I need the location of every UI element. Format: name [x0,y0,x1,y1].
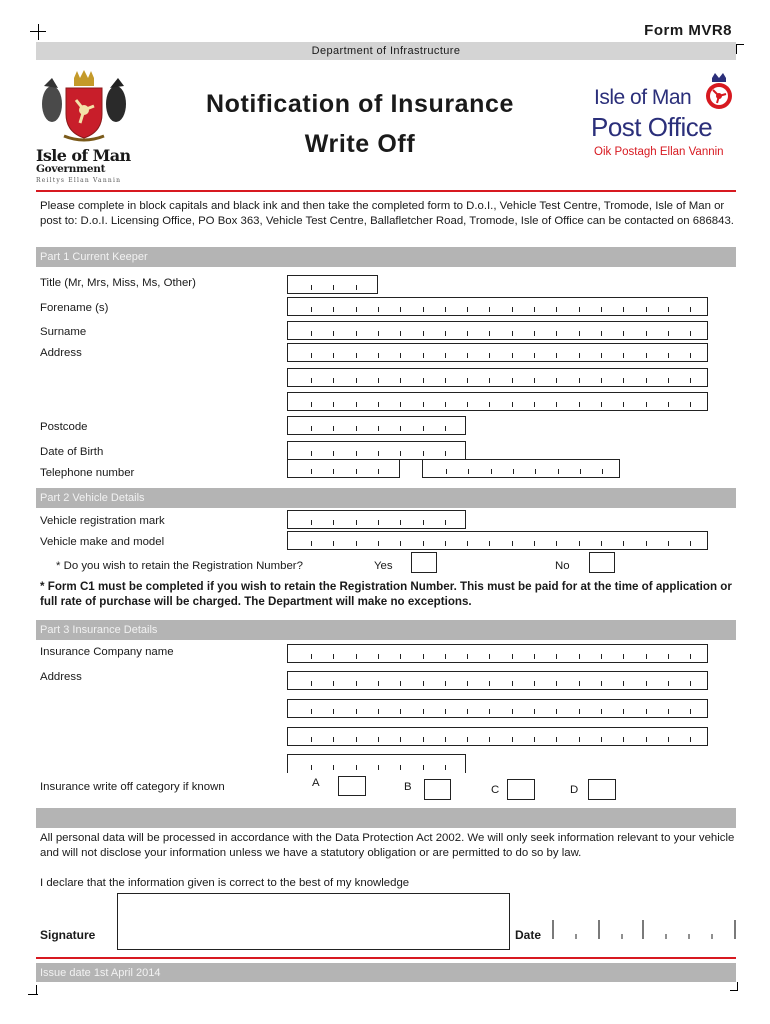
cell-tick [489,681,490,686]
cell-tick [646,307,647,312]
iom-govt-logo-name: Isle of Man [36,146,131,165]
cell-tick [601,353,602,358]
cell-tick [556,402,557,407]
cell-tick [579,331,580,336]
cell-tick [378,654,379,659]
cell-tick [356,378,357,383]
cell-tick [489,709,490,714]
cell-tick [356,353,357,358]
cell-tick [423,541,424,546]
cell-tick [378,520,379,525]
cell-tick [556,737,557,742]
cell-tick [311,541,312,546]
cell-tick [579,737,580,742]
cell-tick [378,765,379,770]
cell-tick [333,541,334,546]
cell-tick [400,681,401,686]
cell-tick [311,469,312,474]
cell-tick [556,709,557,714]
cell-tick [445,654,446,659]
reg-label: Vehicle registration mark [40,515,165,527]
category-c-label: C [491,784,500,796]
cell-tick [445,765,446,770]
post-office-logo-line1: Isle of Man [594,86,692,109]
cell-tick [378,681,379,686]
cell-tick [311,426,312,431]
cell-tick [623,541,624,546]
cell-tick [646,378,647,383]
cell-tick [311,737,312,742]
cell-tick [400,426,401,431]
cell-tick [445,737,446,742]
cell-tick [601,709,602,714]
cell-tick [333,402,334,407]
cell-tick [489,353,490,358]
cell-tick [556,654,557,659]
category-d-label: D [570,784,579,796]
intro-text: Please complete in block capitals and black ink and then take the completed form to D.o.I., Vehicle Test Centre, Tromode, Isle of Man or post to: D.o.I. Licensing Office, PO Box 363, Vehicle Test Centre, Ballafletcher Road, Tromode, Isle of Office can be contacted on 686843. [40,200,734,227]
cell-tick [512,402,513,407]
cell-tick [668,353,669,358]
cell-tick [601,331,602,336]
cell-tick [668,402,669,407]
cell-tick [400,520,401,525]
cell-tick [623,681,624,686]
cell-tick [579,709,580,714]
cell-tick [311,353,312,358]
cell-tick [333,654,334,659]
cell-tick [445,681,446,686]
cell-tick [423,402,424,407]
cell-tick [400,765,401,770]
postcode-field[interactable] [287,416,466,435]
crop-mark [36,985,37,995]
address-line-3-field[interactable] [287,392,708,411]
cell-tick [356,541,357,546]
cell-tick [333,520,334,525]
cell-tick [445,451,446,456]
cell-tick [311,765,312,770]
date-label: Date [515,928,542,942]
cell-tick [623,378,624,383]
cell-tick [556,681,557,686]
cell-tick [378,378,379,383]
cell-tick [423,765,424,770]
cell-tick [668,681,669,686]
cell-tick [512,541,513,546]
cell-tick [333,737,334,742]
category-a-checkbox[interactable] [338,776,366,796]
cell-tick [668,541,669,546]
part1-heading: Part 1 Current Keeper [36,247,736,267]
cell-tick [311,402,312,407]
cell-tick [333,378,334,383]
title-line-1: Notification of Insurance [205,90,515,118]
cell-tick [311,307,312,312]
cell-tick [668,331,669,336]
retain-no-checkbox[interactable] [589,552,615,573]
retain-question: * Do you wish to retain the Registration Number? [56,560,303,572]
cell-tick [534,737,535,742]
cell-tick [356,654,357,659]
iom-govt-logo-tagline: Reiltys Ellan Vannin [36,177,122,184]
cell-tick [333,709,334,714]
cell-tick [601,541,602,546]
cell-tick [623,709,624,714]
cell-tick [467,709,468,714]
cell-tick [534,353,535,358]
cell-tick [512,307,513,312]
cell-tick [690,654,691,659]
cell-tick [468,469,469,474]
cell-tick [445,307,446,312]
cell-tick [601,737,602,742]
cell-tick [311,709,312,714]
title-field[interactable] [287,275,378,294]
make-label: Vehicle make and model [40,536,165,548]
cell-tick [556,307,557,312]
cell-tick [512,709,513,714]
cell-tick [623,654,624,659]
cell-tick [378,307,379,312]
cell-tick [356,331,357,336]
cell-tick [378,709,379,714]
declaration-text: I declare that the information given is correct to the best of my knowledge [40,877,410,889]
cell-tick [690,402,691,407]
cell-tick [601,402,602,407]
signature-label: Signature [40,928,96,942]
cell-tick [378,737,379,742]
cell-tick [400,402,401,407]
footer-issue-date: Issue date 1st April 2014 [36,963,736,982]
cell-tick [646,681,647,686]
cell-tick [445,353,446,358]
crop-mark [736,44,737,54]
category-d-checkbox[interactable] [588,779,616,800]
cell-tick [534,541,535,546]
cell-tick [646,541,647,546]
cell-tick [378,426,379,431]
cell-tick [356,737,357,742]
iom-crest-icon [34,66,134,146]
cell-tick [400,451,401,456]
page-title [160,84,560,164]
insurance-postcode-field[interactable] [287,754,466,773]
cell-tick [623,307,624,312]
retain-no-label: No [555,560,570,572]
cell-tick [579,541,580,546]
retain-yes-label: Yes [374,560,393,572]
crop-mark [38,24,39,40]
cell-tick [489,307,490,312]
cell-tick [534,307,535,312]
post-office-logo-line3: Oik Postagh Ellan Vannin [594,146,724,158]
cell-tick [513,469,514,474]
cell-tick [445,331,446,336]
cell-tick [400,307,401,312]
cell-tick [534,654,535,659]
header-rule [36,190,736,192]
cell-tick [556,331,557,336]
address-line-2-field[interactable] [287,368,708,387]
cell-tick [423,353,424,358]
cell-tick [580,469,581,474]
cell-tick [378,541,379,546]
cell-tick [579,402,580,407]
cell-tick [378,402,379,407]
cell-tick [467,737,468,742]
cell-tick [556,378,557,383]
cell-tick [445,402,446,407]
cell-tick [423,709,424,714]
cell-tick [690,541,691,546]
write-off-category-label: Insurance write off category if known [40,781,225,793]
cell-tick [356,285,357,290]
cell-tick [690,331,691,336]
dob-field[interactable] [287,441,466,460]
cell-tick [467,654,468,659]
cell-tick [623,331,624,336]
address-label: Address [40,347,82,359]
insurance-address-line-2-field[interactable] [287,699,708,718]
cell-tick [690,353,691,358]
cell-tick [378,353,379,358]
retain-yes-checkbox[interactable] [411,552,437,573]
cell-tick [646,353,647,358]
cell-tick [423,520,424,525]
postcode-label: Postcode [40,421,88,433]
cell-tick [445,520,446,525]
cell-tick [333,353,334,358]
insurance-address-line-1-field[interactable] [287,671,708,690]
forename-field[interactable] [287,297,708,316]
cell-tick [445,541,446,546]
cell-tick [311,654,312,659]
cell-tick [446,469,447,474]
cell-tick [602,469,603,474]
cell-tick [623,353,624,358]
cell-tick [423,378,424,383]
cell-tick [646,709,647,714]
crop-mark [737,982,738,991]
cell-tick [489,378,490,383]
cell-tick [601,307,602,312]
cell-tick [311,520,312,525]
category-a-label: A [312,777,320,789]
form-number: Form MVR8 [644,22,732,39]
cell-tick [378,451,379,456]
cell-tick [311,378,312,383]
cell-tick [534,681,535,686]
cell-tick [489,402,490,407]
cell-tick [378,469,379,474]
cell-tick [646,331,647,336]
cell-tick [534,378,535,383]
cell-tick [690,709,691,714]
part2-heading: Part 2 Vehicle Details [36,488,736,508]
cell-tick [356,520,357,525]
cell-tick [311,331,312,336]
cell-tick [646,402,647,407]
cell-tick [311,285,312,290]
date-field[interactable] [552,920,736,940]
post-office-logo-line2: Post Office [591,112,713,142]
cell-tick [489,737,490,742]
cell-tick [668,709,669,714]
cell-tick [579,307,580,312]
cell-tick [445,378,446,383]
address-line-1-field[interactable] [287,343,708,362]
cell-tick [467,402,468,407]
cell-tick [356,469,357,474]
cell-tick [333,765,334,770]
cell-tick [333,285,334,290]
cell-tick [623,737,624,742]
cell-tick [535,469,536,474]
cell-tick [512,353,513,358]
cell-tick [400,541,401,546]
title-label: Title (Mr, Mrs, Miss, Ms, Other) [40,277,196,289]
iom-govt-logo-sub: Government [36,163,106,175]
dob-label: Date of Birth [40,446,104,458]
cell-tick [512,378,513,383]
cell-tick [356,402,357,407]
cell-tick [668,654,669,659]
cell-tick [690,681,691,686]
cell-tick [601,378,602,383]
department-bar: Department of Infrastructure [36,42,736,60]
reg-field[interactable] [287,510,466,529]
category-c-checkbox[interactable] [507,779,535,800]
title-line-2: Write Off [304,130,416,158]
cell-tick [400,378,401,383]
cell-tick [400,737,401,742]
cell-tick [311,451,312,456]
cell-tick [579,654,580,659]
surname-label: Surname [40,326,87,338]
telephone-field-2[interactable] [422,459,620,478]
cell-tick [489,541,490,546]
cell-tick [623,402,624,407]
cell-tick [333,307,334,312]
telephone-label: Telephone number [40,467,135,479]
make-field[interactable] [287,531,708,550]
cell-tick [423,331,424,336]
forename-label: Forename (s) [40,302,109,314]
cell-tick [400,331,401,336]
cell-tick [333,331,334,336]
cell-tick [512,654,513,659]
insurance-company-field[interactable] [287,644,708,663]
cell-tick [445,426,446,431]
cell-tick [579,681,580,686]
cell-tick [690,737,691,742]
cell-tick [601,681,602,686]
cell-tick [423,451,424,456]
signature-field[interactable] [117,893,510,950]
insurance-address-label: Address [40,671,82,683]
cell-tick [668,737,669,742]
insurance-address-line-3-field[interactable] [287,727,708,746]
post-office-crest-icon [702,72,736,112]
cell-tick [558,469,559,474]
cell-tick [333,426,334,431]
cell-tick [489,654,490,659]
cell-tick [423,307,424,312]
cell-tick [378,331,379,336]
cell-tick [491,469,492,474]
cell-tick [333,681,334,686]
retain-warning: * Form C1 must be completed if you wish to retain the Registration Number. This must be paid for at the time of application or full rate of purchase will be charged. The Department will make no exceptions. [40,580,732,608]
cell-tick [534,402,535,407]
footer-rule [36,957,736,959]
cell-tick [356,307,357,312]
cell-tick [646,654,647,659]
cell-tick [668,307,669,312]
cell-tick [400,709,401,714]
cell-tick [423,681,424,686]
cell-tick [467,307,468,312]
cell-tick [356,681,357,686]
cell-tick [423,654,424,659]
cell-tick [356,451,357,456]
cell-tick [556,353,557,358]
blank-divider-bar [36,808,736,828]
category-b-checkbox[interactable] [424,779,451,800]
category-b-label: B [404,781,412,793]
cell-tick [423,737,424,742]
cell-tick [333,451,334,456]
cell-tick [601,654,602,659]
insurance-company-label: Insurance Company name [40,646,174,658]
cell-tick [512,737,513,742]
cell-tick [356,426,357,431]
cell-tick [400,654,401,659]
cell-tick [356,765,357,770]
surname-field[interactable] [287,321,708,340]
cell-tick [668,378,669,383]
cell-tick [467,681,468,686]
cell-tick [556,541,557,546]
cell-tick [400,353,401,358]
cell-tick [534,331,535,336]
cell-tick [690,378,691,383]
cell-tick [423,426,424,431]
part3-heading: Part 3 Insurance Details [36,620,736,640]
cell-tick [579,378,580,383]
cell-tick [467,331,468,336]
cell-tick [467,353,468,358]
privacy-notice: All personal data will be processed in accordance with the Data Protection Act 2002. We will only seek information relevant to your vehicle and will not disclose your information unless we have a statutory obligation or are permitted to do so by law. [40,832,735,859]
cell-tick [646,737,647,742]
cell-tick [356,709,357,714]
cell-tick [467,378,468,383]
cell-tick [311,681,312,686]
telephone-field-1[interactable] [287,459,400,478]
cell-tick [489,331,490,336]
cell-tick [445,709,446,714]
cell-tick [690,307,691,312]
cell-tick [534,709,535,714]
cell-tick [467,541,468,546]
cell-tick [512,681,513,686]
cell-tick [579,353,580,358]
cell-tick [512,331,513,336]
cell-tick [333,469,334,474]
